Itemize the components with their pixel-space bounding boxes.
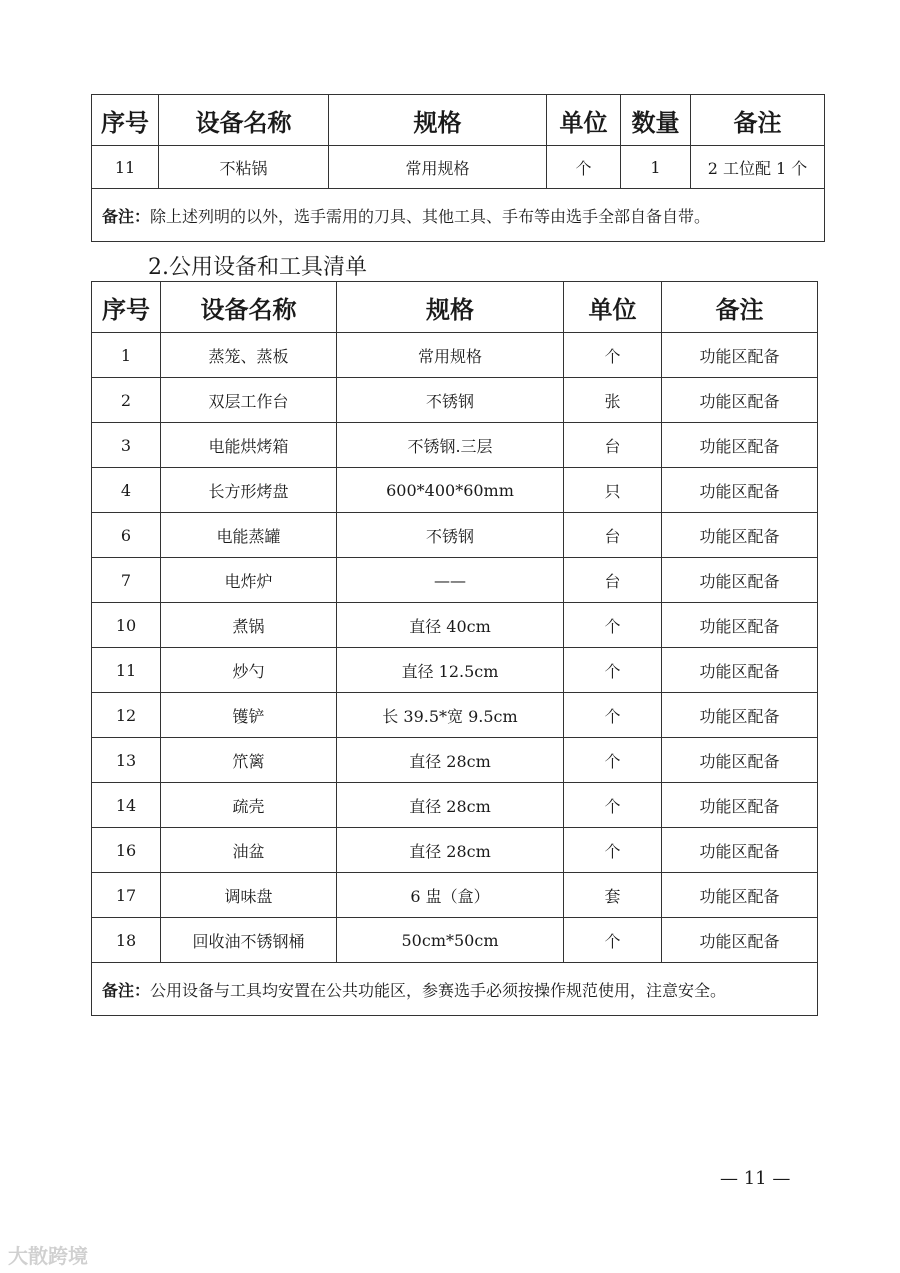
header-cell: 规格 xyxy=(337,282,564,333)
watermark-logo: 大散跨境 xyxy=(8,1244,88,1268)
table-cell: 13 xyxy=(92,738,161,783)
equipment-table-2 xyxy=(91,281,818,1016)
header-cell: 备注 xyxy=(691,95,825,146)
table-cell: 直径 28cm xyxy=(337,828,564,873)
table-cell: 7 xyxy=(92,558,161,603)
table-cell: 回收油不锈钢桶 xyxy=(161,918,337,963)
table-cell: 台 xyxy=(564,558,662,603)
table-cell: 长 39.5*宽 9.5cm xyxy=(337,693,564,738)
table-cell: 疏壳 xyxy=(161,783,337,828)
table-cell: 50cm*50cm xyxy=(337,918,564,963)
table-row xyxy=(92,738,818,783)
table-cell: 长方形烤盘 xyxy=(161,468,337,513)
table-cell: 功能区配备 xyxy=(662,513,818,558)
table-cell: 3 xyxy=(92,423,161,468)
table-cell: 炒勺 xyxy=(161,648,337,693)
table-cell: 功能区配备 xyxy=(662,468,818,513)
table-cell: 台 xyxy=(564,423,662,468)
table-cell: 个 xyxy=(564,603,662,648)
table-row xyxy=(92,333,818,378)
table-cell: 16 xyxy=(92,828,161,873)
table-cell: 6 xyxy=(92,513,161,558)
header-cell: 设备名称 xyxy=(161,282,337,333)
table-row xyxy=(92,423,818,468)
table-cell: 功能区配备 xyxy=(662,648,818,693)
table-note-row xyxy=(92,189,825,242)
table-cell: 功能区配备 xyxy=(662,558,818,603)
table-cell: 功能区配备 xyxy=(662,783,818,828)
section-heading: 2.公用设备和工具清单 xyxy=(148,255,367,280)
table-cell: 个 xyxy=(564,333,662,378)
table-cell: 功能区配备 xyxy=(662,378,818,423)
table-cell: 6 盅（盒） xyxy=(337,873,564,918)
table-cell: 4 xyxy=(92,468,161,513)
table-cell: 个 xyxy=(547,146,621,189)
table-cell: 电能烘烤箱 xyxy=(161,423,337,468)
table-cell: 直径 28cm xyxy=(337,738,564,783)
table-header-row xyxy=(92,95,825,146)
table-cell: 功能区配备 xyxy=(662,738,818,783)
header-cell: 规格 xyxy=(329,95,547,146)
header-cell: 单位 xyxy=(564,282,662,333)
table-cell: 个 xyxy=(564,918,662,963)
table-cell: 功能区配备 xyxy=(662,423,818,468)
table-row xyxy=(92,378,818,423)
table-cell: 只 xyxy=(564,468,662,513)
table-row xyxy=(92,648,818,693)
header-cell: 数量 xyxy=(621,95,691,146)
table-row xyxy=(92,558,818,603)
table-cell: 不锈钢.三层 xyxy=(337,423,564,468)
header-cell: 序号 xyxy=(92,282,161,333)
table-cell: 11 xyxy=(92,146,159,189)
table-row xyxy=(92,603,818,648)
table-cell: 1 xyxy=(92,333,161,378)
table-cell: 不锈钢 xyxy=(337,513,564,558)
header-cell: 备注 xyxy=(662,282,818,333)
table-cell: 调味盘 xyxy=(161,873,337,918)
table-cell: 14 xyxy=(92,783,161,828)
table-row xyxy=(92,828,818,873)
table-cell: 电炸炉 xyxy=(161,558,337,603)
table-cell: 笊篱 xyxy=(161,738,337,783)
note-label: 备注： xyxy=(102,980,151,1000)
table-cell: 功能区配备 xyxy=(662,603,818,648)
table-row xyxy=(92,918,818,963)
table-cell: 不锈钢 xyxy=(337,378,564,423)
table-cell: 18 xyxy=(92,918,161,963)
table-cell: 油盆 xyxy=(161,828,337,873)
table-cell: 蒸笼、蒸板 xyxy=(161,333,337,378)
header-cell: 单位 xyxy=(547,95,621,146)
table-row xyxy=(92,693,818,738)
table-cell: 2 xyxy=(92,378,161,423)
equipment-table-1 xyxy=(91,94,825,242)
table-cell: 功能区配备 xyxy=(662,333,818,378)
table-row xyxy=(92,468,818,513)
note-text: 公用设备与工具均安置在公共功能区，参赛选手必须按操作规范使用，注意安全。 xyxy=(150,980,727,1000)
header-cell: 序号 xyxy=(92,95,159,146)
table-cell: 12 xyxy=(92,693,161,738)
note-text: 除上述列明的以外，选手需用的刀具、其他工具、手布等由选手全部自备自带。 xyxy=(150,206,711,226)
table-note xyxy=(92,189,825,242)
table-cell: 10 xyxy=(92,603,161,648)
table-cell: 功能区配备 xyxy=(662,828,818,873)
table-cell: 功能区配备 xyxy=(662,918,818,963)
table-cell: 镬铲 xyxy=(161,693,337,738)
table-header-row xyxy=(92,282,818,333)
table-cell: 个 xyxy=(564,693,662,738)
table-cell: 直径 12.5cm xyxy=(337,648,564,693)
page-number: — 11 — xyxy=(720,1168,791,1189)
table-cell: —— xyxy=(337,558,564,603)
table-row xyxy=(92,783,818,828)
table-note-row xyxy=(92,963,818,1016)
table-note xyxy=(92,963,818,1016)
table-cell: 17 xyxy=(92,873,161,918)
table-cell: 常用规格 xyxy=(329,146,547,189)
table-cell: 电能蒸罐 xyxy=(161,513,337,558)
table-cell: 直径 40cm xyxy=(337,603,564,648)
table-cell: 双层工作台 xyxy=(161,378,337,423)
table-cell: 台 xyxy=(564,513,662,558)
table-cell: 煮锅 xyxy=(161,603,337,648)
note-label: 备注： xyxy=(102,206,151,226)
table-cell: 个 xyxy=(564,738,662,783)
table-cell: 功能区配备 xyxy=(662,873,818,918)
table-row xyxy=(92,873,818,918)
table-row xyxy=(92,513,818,558)
table-cell: 常用规格 xyxy=(337,333,564,378)
table-cell: 个 xyxy=(564,648,662,693)
table-cell: 功能区配备 xyxy=(662,693,818,738)
table-cell: 套 xyxy=(564,873,662,918)
table-cell: 11 xyxy=(92,648,161,693)
table-cell: 个 xyxy=(564,828,662,873)
table-cell: 1 xyxy=(621,146,691,189)
table-cell: 张 xyxy=(564,378,662,423)
table-cell: 600*400*60mm xyxy=(337,468,564,513)
header-cell: 设备名称 xyxy=(159,95,329,146)
table-cell: 个 xyxy=(564,783,662,828)
table-cell: 不粘锅 xyxy=(159,146,329,189)
table-cell: 2 工位配 1 个 xyxy=(691,146,825,189)
table-row xyxy=(92,146,825,189)
table-cell: 直径 28cm xyxy=(337,783,564,828)
